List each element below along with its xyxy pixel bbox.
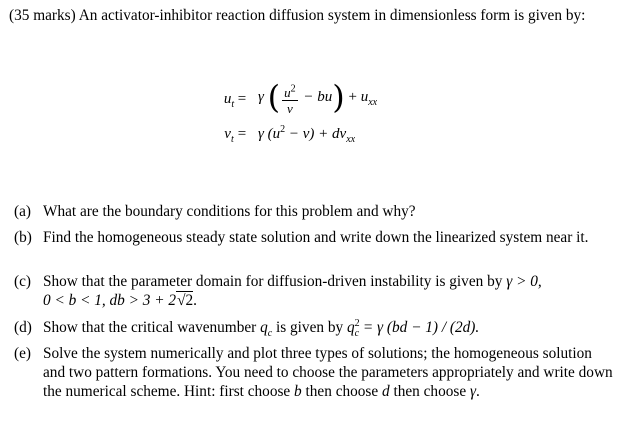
marks-label: (35 marks) [9,7,76,24]
eq1-minus-term: − bu [303,89,333,105]
sqrt-symbol: √2 [177,292,194,309]
question-b [14,228,614,247]
eq1-rhs: γ ( $\frac{u^2}{v}$ − $bu) + u_{xx}$ [258,78,378,116]
eq1-plus: + [348,89,357,105]
eq1-gamma: γ [258,89,264,105]
intro-text: An activator-inhibitor reaction diffusion system in dimensionless form is given by: [78,7,586,24]
eq1-diffusion: u [360,89,369,105]
question-c [14,272,614,310]
question-text: Find the homogeneous steady state solution and write down the linearized system near it. [43,229,589,246]
question-label: (e) [14,345,31,362]
question-e [14,344,614,401]
eq1-equals: = [237,91,247,107]
question-text: Solve the system numerically and plot three types of solutions; the homogeneous solution and two pattern formations. You need to choose the parameters appropriately and write down the numerical scheme. Hint: first choose b then choose d then choose γ. [43,345,613,400]
question-a [14,202,614,221]
question-text: What are the boundary conditions for this problem and why? [43,203,416,220]
question-label: (b) [14,229,32,246]
question-text: Show that the parameter domain for diffusion-driven instability is given by γ > 0, 0 < b < 1, db > 3 + 2√2. [43,273,542,309]
question-label: (d) [14,319,32,336]
eq2-rhs: γ $(u^2 - v) + dv_{xx}$ [258,124,356,145]
question-text: Show that the critical wavenumber $q_c$ is given by $q^2_c = \gamma$ (bd − 1) / (2d). [43,317,480,340]
eq2-lhs: $v_t$ [224,126,234,145]
question-d [14,317,614,340]
eq2-equals: = [237,126,247,142]
eq1-lhs: $u_t$ [223,91,235,110]
question-label: (c) [14,273,31,290]
problem-intro [9,6,609,25]
eq1-fraction: $\frac{u^2}{v}$ [284,83,296,116]
question-label: (a) [14,203,31,220]
